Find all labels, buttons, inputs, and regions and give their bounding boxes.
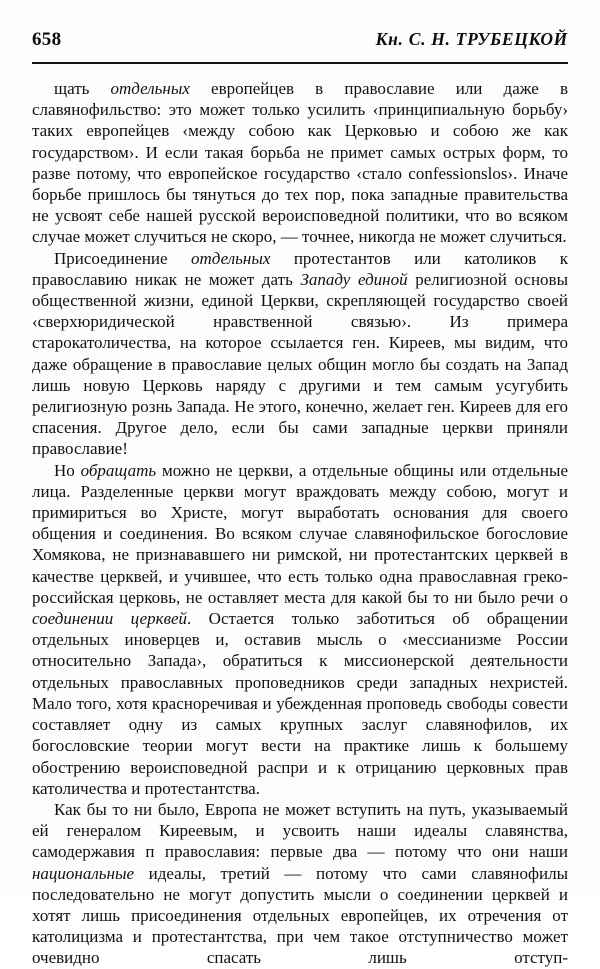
running-head (32, 30, 568, 58)
body-text: идеалы, третий — потому что сами славянофилы последовательно не могут допустить мысли о соединении церквей и хотят лишь присоединения отдельных европейцев, их отречения от католицизма и протестантства, при чем такое отступничество может очевидно спасать лишь отступ- (32, 863, 568, 968)
emphasis-text: соединении церквей (32, 609, 188, 629)
body-text: европейцев в православие или даже в славянофильство: это может только усилить ‹принципиальную борьбу› таких европейцев ‹между собою как Церковью и собою же как государством›. И если такая борьба не примет самых острых форм, то разве потому, что европейское государство ‹стало confessionslos›. Иначе борьбе пришлось бы тянуться до тех пор, пока западные правительства не усвоят себе нашей русской вероисповедной политики, что во всяком случае может случиться не скоро, — точнее, никогда не может случиться. (32, 79, 568, 247)
page-number: 658 (32, 29, 62, 50)
emphasis-text: Западу единой (300, 269, 408, 289)
body-text: религиозной основы общественной жизни, единой Церкви, скрепляющей государство своей ‹сверхюридической нравственной связью›. Из примера старокатоличества, на которое ссылается ген. Киреев, мы видим, что даже обращение в православие целых общин могло бы создать на Запад лишь новую Церковь наряду с другими и тем самым усугубить религиозную рознь Запада. Не этого, конечно, желает ген. Киреев для его спасения. Другое дело, если бы сами западные церкви приняли православие! (32, 269, 569, 459)
body-text: Присоединение (54, 248, 192, 268)
body-text: Но (54, 460, 81, 480)
paragraph (32, 460, 568, 799)
emphasis-text: отдельных (110, 79, 190, 98)
body-text: можно не церкви, а отдельные общины или отдельные лица. Разделенные церкви могут враждовать между собою, могут и примириться во Христе, могут выработать основания для своего общения и соединения. Во всяком случае славянофильское богословие Хомякова, не признававшего ни римской, ни протестантских церквей в качестве церквей, и учившее, что есть только одна православная греко-российская церковь, не оставляет места для какой бы то ни было речи о (32, 460, 568, 607)
body-text: щать (54, 79, 111, 98)
emphasis-text: национальные (32, 863, 135, 883)
emphasis-text: обращать (80, 460, 157, 480)
body-text: протестантов или католиков к православию никак не может дать (32, 248, 568, 289)
body-text: Как бы то ни было, Европа не может вступить на путь, указываемый ей генералом Киреевым, и усвоить наши идеалы славянства, самодержавия п православия: первые два — потому что они наши (32, 799, 568, 862)
running-head-author: Кн. С. Н. ТРУБЕЦКОЙ (375, 29, 568, 49)
paragraph (32, 248, 568, 460)
body-text-column (32, 78, 568, 969)
body-text: . Остается только заботиться об обращении отдельных иноверцев и, оставив мысль о ‹мессианизме России относительно Запада›, обратиться к миссионерской деятельности отдельных православных проповедников среди западных нехристей. Мало того, хотя красноречивая и убежденная проповедь свободы совести составляет одну из самых крупных заслуг славянофилов, их богословские теории могут вести на практике лишь к большему обострению вероисповедной распри и к отрицанию церковных прав католичества и протестантства. (32, 609, 568, 798)
header-rule (32, 62, 568, 64)
emphasis-text: отдельных (191, 248, 271, 268)
paragraph (32, 799, 568, 969)
paragraph (32, 78, 568, 248)
